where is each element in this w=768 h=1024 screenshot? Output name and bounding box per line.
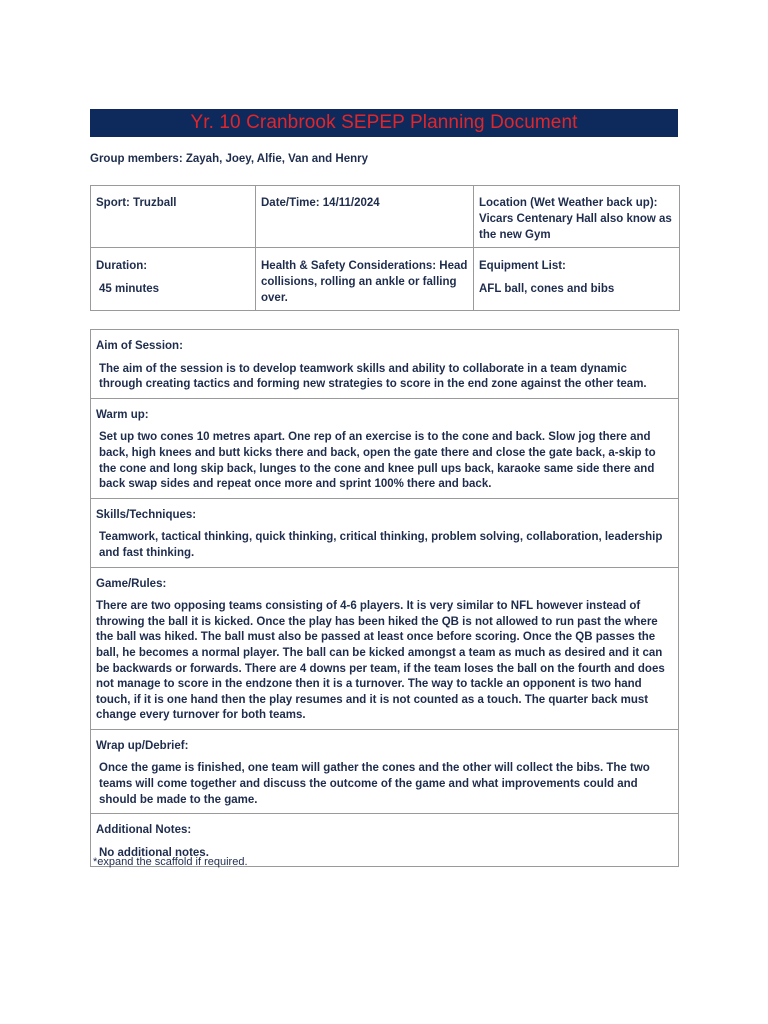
- warm-up-section: [91, 398, 678, 498]
- document-title-bar: [90, 109, 678, 137]
- document-title: Yr. 10 Cranbrook SEPEP Planning Document: [190, 112, 578, 133]
- wrap-up-body: Once the game is finished, one team will gather the cones and the other will collect the bibs. The two teams will come together and discuss the outcome of the game and what improvements could and should be made to the game.: [99, 762, 650, 806]
- info-row-2: [91, 248, 680, 311]
- date-time-cell: [256, 186, 474, 248]
- date-time-text: Date/Time: 14/11/2024: [261, 197, 380, 209]
- info-row-1: [91, 186, 680, 248]
- warm-up-body: Set up two cones 10 metres apart. One rep of an exercise is to the cone and back. Slow jog there and back, high knees and butt kicks there and back, open the gate there and close the gate back, a-skip to the cone and long skip back, lunges to the cone and knee pull ups back, karaoke same side there and back swap sides and repeat once more and sprint 100% there and back.: [99, 431, 656, 491]
- sport-cell: [91, 186, 256, 248]
- skills-section: [91, 498, 678, 567]
- session-plan-table: [90, 329, 679, 867]
- game-rules-body: There are two opposing teams consisting of 4-6 players. It is very similar to NFL however instead of throwing the ball it is kicked. Once the play has been hiked the QB is not allowed to run past the where the ball was hiked. The ball must also be passed at least once before scoring. Once the QB passes the ball, he becomes a normal player. The ball can be kicked amongst a team as much as desired and it can be backwards or forwards. There are 4 downs per team, if the team loses the ball on the fourth and does not manage to score in the endzone then it is a turnover. The way to tackle an opponent is two hand touch, if it is one hand then the play resumes and it is not counted as a touch. The quarter back must change every turnover for both teams.: [96, 600, 665, 722]
- group-members: Group members: Zayah, Joey, Alfie, Van and Henry: [90, 153, 368, 165]
- duration-cell: [91, 248, 256, 311]
- duration-label: Duration:: [96, 260, 148, 272]
- additional-notes-body: No additional notes.: [99, 846, 209, 859]
- location-text: Location (Wet Weather back up): Vicars Centenary Hall also know as the new Gym: [479, 197, 672, 241]
- equipment-cell: [474, 248, 680, 311]
- warm-up-heading: Warm up:: [96, 408, 149, 421]
- equipment-label: Equipment List:: [479, 260, 566, 272]
- location-cell: [474, 186, 680, 248]
- session-info-table: [90, 185, 680, 311]
- game-rules-section: [91, 567, 678, 729]
- health-safety-text: Health & Safety Considerations: Head collisions, rolling an ankle or falling over.: [261, 260, 468, 304]
- additional-notes-heading: Additional Notes:: [96, 824, 192, 837]
- aim-heading: Aim of Session:: [96, 340, 183, 352]
- footnote: *expand the scaffold if required.: [93, 856, 248, 868]
- game-rules-heading: Game/Rules:: [96, 577, 167, 590]
- wrap-up-heading: Wrap up/Debrief:: [96, 739, 189, 752]
- skills-body: Teamwork, tactical thinking, quick thinking, critical thinking, problem solving, collaboration, leadership and fast thinking.: [99, 531, 663, 559]
- duration-value: 45 minutes: [99, 283, 160, 295]
- sport-text: Sport: Truzball: [96, 197, 177, 209]
- health-safety-cell: [256, 248, 474, 311]
- aim-section: [91, 330, 678, 398]
- aim-body: The aim of the session is to develop teamwork skills and ability to collaborate in a team dynamic through creating tactics and forming new strategies to score in the end zone against the other team.: [99, 362, 647, 391]
- skills-heading: Skills/Techniques:: [96, 508, 197, 521]
- equipment-value: AFL ball, cones and bibs: [479, 283, 615, 295]
- wrap-up-section: [91, 729, 678, 813]
